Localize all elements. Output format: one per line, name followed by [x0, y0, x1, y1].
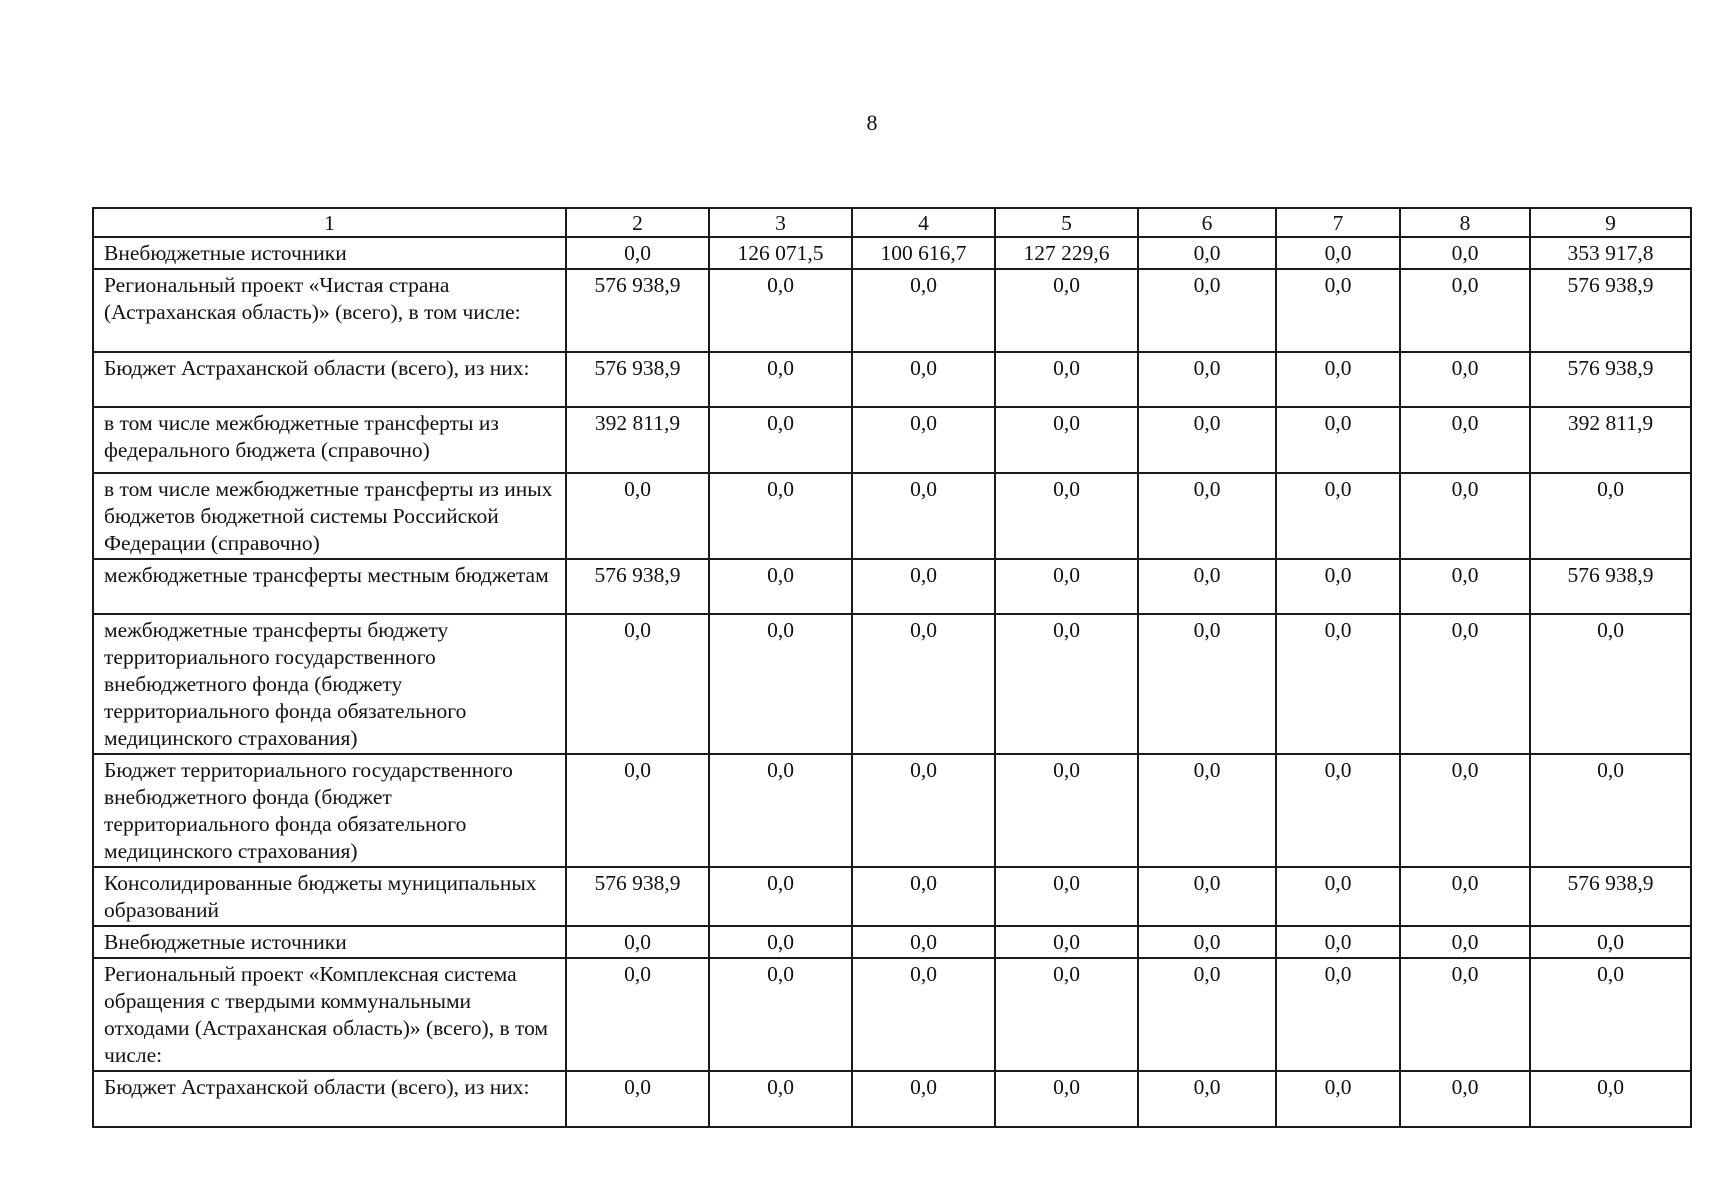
table-cell: 0,0	[566, 614, 709, 754]
row-label: Консолидированные бюджеты муниципальных образований	[93, 867, 566, 926]
page-number: 8	[866, 110, 878, 135]
table-cell: 0,0	[995, 269, 1138, 352]
table-cell: 576 938,9	[1530, 352, 1691, 407]
table-row	[93, 559, 1691, 614]
table-cell: 0,0	[1276, 237, 1400, 269]
table-cell: 0,0	[1138, 269, 1276, 352]
row-label: Региональный проект «Комплексная система обращения с твердыми коммунальными отходами (Астраханская область)» (всего), в том числе:	[93, 958, 566, 1071]
table-cell: 0,0	[1400, 352, 1530, 407]
table-cell: 0,0	[852, 958, 995, 1071]
table-cell: 0,0	[852, 473, 995, 559]
table-cell: 576 938,9	[1530, 559, 1691, 614]
table-cell: 0,0	[1400, 958, 1530, 1071]
table-cell: 0,0	[1138, 352, 1276, 407]
column-header: 5	[995, 208, 1138, 237]
table-cell: 0,0	[1400, 867, 1530, 926]
table-cell: 0,0	[995, 614, 1138, 754]
table-cell: 0,0	[995, 473, 1138, 559]
table-cell: 127 229,6	[995, 237, 1138, 269]
table-cell: 0,0	[566, 926, 709, 958]
row-label: межбюджетные трансферты бюджету территориального государственного внебюджетного фонда (бюджету территориального фонда обязательного медицинского страхования)	[93, 614, 566, 754]
table-cell: 0,0	[852, 867, 995, 926]
table-row	[93, 473, 1691, 559]
table-cell: 0,0	[1530, 754, 1691, 867]
column-header: 6	[1138, 208, 1276, 237]
column-header: 1	[93, 208, 566, 237]
table-cell: 0,0	[1530, 473, 1691, 559]
table-cell: 392 811,9	[1530, 407, 1691, 473]
table-cell: 0,0	[1400, 237, 1530, 269]
row-label: в том числе межбюджетные трансферты из федерального бюджета (справочно)	[93, 407, 566, 473]
row-label: Региональный проект «Чистая страна (Астраханская область)» (всего), в том числе:	[93, 269, 566, 352]
row-label: Бюджет территориального государственного внебюджетного фонда (бюджет территориального фонда обязательного медицинского страхования)	[93, 754, 566, 867]
table-cell: 0,0	[852, 754, 995, 867]
table-row	[93, 926, 1691, 958]
table-cell: 0,0	[852, 559, 995, 614]
table-cell: 0,0	[1138, 958, 1276, 1071]
table-row	[93, 237, 1691, 269]
table-cell: 0,0	[1138, 754, 1276, 867]
table-cell: 0,0	[566, 237, 709, 269]
table-cell: 392 811,9	[566, 407, 709, 473]
table-cell: 0,0	[1138, 926, 1276, 958]
column-header: 9	[1530, 208, 1691, 237]
table-cell: 0,0	[995, 352, 1138, 407]
column-header: 8	[1400, 208, 1530, 237]
column-header: 2	[566, 208, 709, 237]
row-label: Внебюджетные источники	[93, 926, 566, 958]
table-cell: 0,0	[1400, 559, 1530, 614]
table-cell: 0,0	[852, 926, 995, 958]
table-row	[93, 407, 1691, 473]
table-cell: 0,0	[1138, 559, 1276, 614]
table-cell: 0,0	[1276, 407, 1400, 473]
table-cell: 0,0	[709, 352, 852, 407]
table-cell: 576 938,9	[566, 559, 709, 614]
table-cell: 126 071,5	[709, 237, 852, 269]
table-cell: 0,0	[1400, 407, 1530, 473]
table-cell: 576 938,9	[1530, 269, 1691, 352]
table-cell: 0,0	[1530, 1071, 1691, 1127]
table-cell: 0,0	[709, 407, 852, 473]
table-cell: 0,0	[1276, 614, 1400, 754]
table-cell: 0,0	[1276, 926, 1400, 958]
table-cell: 0,0	[852, 614, 995, 754]
table-cell: 0,0	[995, 958, 1138, 1071]
table-cell: 576 938,9	[566, 269, 709, 352]
table-cell: 0,0	[1138, 473, 1276, 559]
table-cell: 0,0	[1276, 473, 1400, 559]
table-cell: 0,0	[709, 754, 852, 867]
row-label: межбюджетные трансферты местным бюджетам	[93, 559, 566, 614]
table-row	[93, 958, 1691, 1071]
table-cell: 0,0	[852, 1071, 995, 1127]
table-cell: 0,0	[995, 754, 1138, 867]
table-cell: 0,0	[1400, 473, 1530, 559]
table-row	[93, 754, 1691, 867]
table-cell: 100 616,7	[852, 237, 995, 269]
table-row	[93, 867, 1691, 926]
table-cell: 0,0	[1400, 1071, 1530, 1127]
table-cell: 0,0	[995, 867, 1138, 926]
table-cell: 0,0	[709, 926, 852, 958]
table-cell: 0,0	[1138, 614, 1276, 754]
table-cell: 0,0	[852, 407, 995, 473]
table-cell: 0,0	[1530, 958, 1691, 1071]
row-label: Внебюджетные источники	[93, 237, 566, 269]
table-cell: 0,0	[1276, 754, 1400, 867]
table-cell: 0,0	[1530, 926, 1691, 958]
table-cell: 0,0	[1400, 926, 1530, 958]
table-row	[93, 352, 1691, 407]
table-cell: 0,0	[1276, 1071, 1400, 1127]
table-cell: 0,0	[709, 559, 852, 614]
row-label: Бюджет Астраханской области (всего), из них:	[93, 1071, 566, 1127]
table-cell: 0,0	[995, 1071, 1138, 1127]
table-cell: 0,0	[995, 559, 1138, 614]
table-cell: 0,0	[1138, 407, 1276, 473]
column-header: 4	[852, 208, 995, 237]
table-row	[93, 269, 1691, 352]
table-cell: 0,0	[995, 407, 1138, 473]
table-cell: 0,0	[709, 958, 852, 1071]
table-cell: 0,0	[1276, 867, 1400, 926]
table-cell: 0,0	[1276, 269, 1400, 352]
table-cell: 0,0	[1400, 754, 1530, 867]
table-cell: 0,0	[1138, 867, 1276, 926]
table-cell: 0,0	[709, 614, 852, 754]
table-cell: 576 938,9	[1530, 867, 1691, 926]
table-cell: 0,0	[852, 269, 995, 352]
table-cell: 0,0	[1276, 559, 1400, 614]
table-row	[93, 614, 1691, 754]
table-cell: 0,0	[566, 754, 709, 867]
table-cell: 0,0	[852, 352, 995, 407]
table-cell: 0,0	[566, 473, 709, 559]
table-header-row	[93, 208, 1691, 237]
table-cell: 0,0	[709, 473, 852, 559]
table-cell: 0,0	[1400, 269, 1530, 352]
table-row	[93, 1071, 1691, 1127]
table-cell: 0,0	[995, 926, 1138, 958]
table-cell: 0,0	[566, 958, 709, 1071]
budget-table	[92, 207, 1692, 1128]
row-label: Бюджет Астраханской области (всего), из них:	[93, 352, 566, 407]
table-cell: 0,0	[709, 269, 852, 352]
table-cell: 353 917,8	[1530, 237, 1691, 269]
table-cell: 576 938,9	[566, 867, 709, 926]
table-cell: 0,0	[1530, 614, 1691, 754]
row-label: в том числе межбюджетные трансферты из иных бюджетов бюджетной системы Российской Федерации (справочно)	[93, 473, 566, 559]
column-header: 3	[709, 208, 852, 237]
table-cell: 0,0	[1276, 352, 1400, 407]
table-cell: 576 938,9	[566, 352, 709, 407]
table-cell: 0,0	[709, 1071, 852, 1127]
table-cell: 0,0	[1400, 614, 1530, 754]
table-cell: 0,0	[709, 867, 852, 926]
table-cell: 0,0	[1276, 958, 1400, 1071]
table-cell: 0,0	[1138, 1071, 1276, 1127]
table-cell: 0,0	[566, 1071, 709, 1127]
table-cell: 0,0	[1138, 237, 1276, 269]
column-header: 7	[1276, 208, 1400, 237]
